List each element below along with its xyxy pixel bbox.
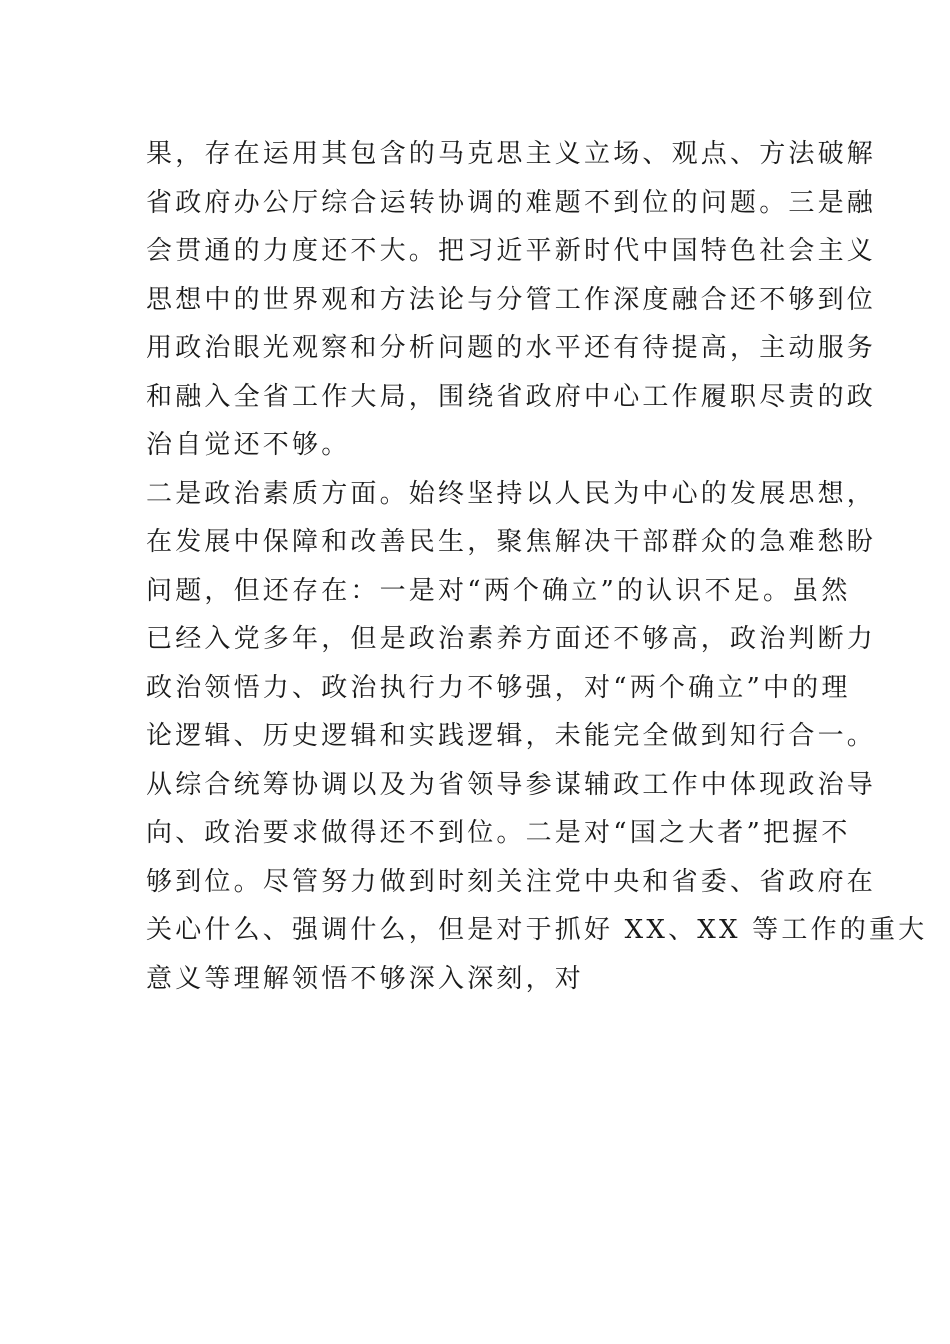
text-line-17: 关心什么、强调什么，但是对于抓好 XX、XX 等工作的重大 xyxy=(146,915,928,945)
text-line-12: 政治领悟力、政治执行力不够强，对“两个确立”中的理 xyxy=(146,672,851,703)
text-line-7: 治自觉还不够。 xyxy=(146,430,351,460)
text-line-18: 意义等理解领悟不够深入深刻，对 xyxy=(146,963,585,994)
text-line-14: 从综合统筹协调以及为省领导参谋辅政工作中体现政治导 xyxy=(146,769,877,800)
text-line-15: 向、政治要求做得还不到位。二是对“国之大者”把握不 xyxy=(146,818,851,848)
text-line-11: 已经入党多年，但是政治素养方面还不够高，政治判断力 xyxy=(146,624,877,654)
text-line-8: 二是政治素质方面。始终坚持以人民为中心的发展思想， xyxy=(146,478,877,509)
text-line-5: 用政治眼光观察和分析问题的水平还有待提高，主动服务 xyxy=(146,333,877,363)
text-line-3: 会贯通的力度还不大。把习近平新时代中国特色社会主义 xyxy=(146,236,877,266)
text-line-16: 够到位。尽管努力做到时刻关注党中央和省委、省政府在 xyxy=(146,866,877,897)
text-line-1: 果，存在运用其包含的马克思主义立场、观点、方法破解 xyxy=(146,139,877,169)
text-line-4: 思想中的世界观和方法论与分管工作深度融合还不够到位 xyxy=(146,284,877,315)
text-line-10: 问题，但还存在：一是对“两个确立”的认识不足。虽然 xyxy=(146,575,851,606)
body-text xyxy=(146,130,928,1003)
text-line-13: 论逻辑、历史逻辑和实践逻辑，未能完全做到知行合一。 xyxy=(146,721,877,751)
text-line-9: 在发展中保障和改善民生，聚焦解决干部群众的急难愁盼 xyxy=(146,527,877,557)
text-line-6: 和融入全省工作大局，围绕省政府中心工作履职尽责的政 xyxy=(146,381,877,412)
text-line-2: 省政府办公厅综合运转协调的难题不到位的问题。三是融 xyxy=(146,187,877,218)
